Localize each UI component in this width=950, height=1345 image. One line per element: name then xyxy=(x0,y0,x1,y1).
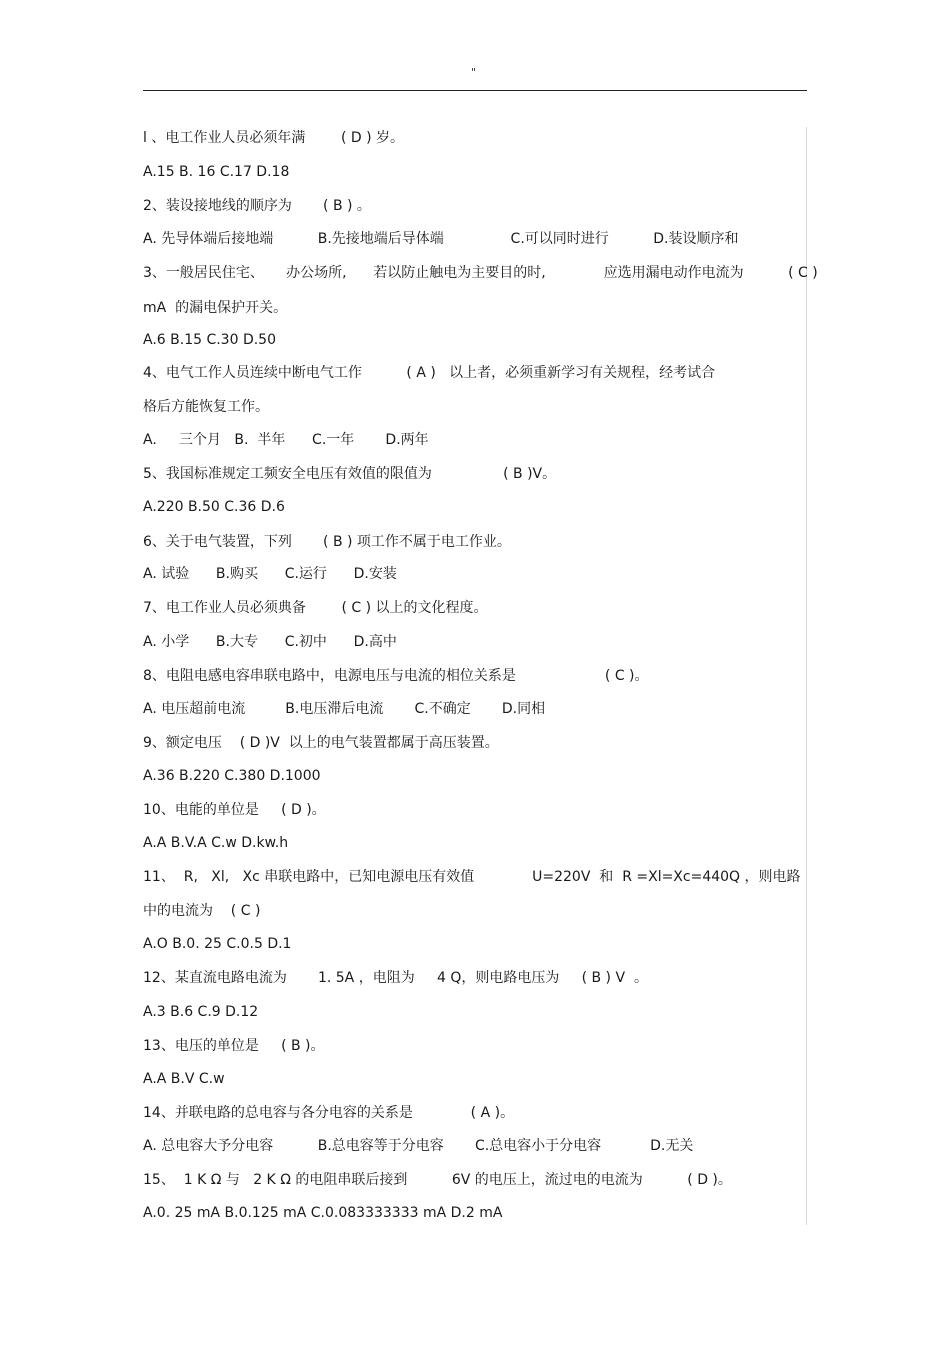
question-7-stem: 7、电工作业人员必须典备 ( C ) 以上的文化程度。 xyxy=(143,600,488,616)
question-2-stem: 2、装设接地线的顺序为 ( B ) 。 xyxy=(143,198,371,214)
question-7-options: A. 小学 B.大专 C.初中 D.高中 xyxy=(143,634,397,650)
question-4-stem-line-1: 4、电气工作人员连续中断电气工作 ( A ) 以上者，必须重新学习有关规程，经考试合 xyxy=(143,365,716,381)
question-10-stem: 10、电能的单位是 ( D )。 xyxy=(143,802,326,818)
question-14-stem: 14、并联电路的总电容与各分电容的关系是 ( A )。 xyxy=(143,1105,515,1121)
question-3-options: A.6 B.15 C.30 D.50 xyxy=(143,332,276,348)
question-14-options: A. 总电容大予分电容 B.总电容等于分电容 C.总电容小于分电容 D.无关 xyxy=(143,1138,694,1154)
question-6-stem: 6、关于电气装置，下列 ( B ) 项工作不属于电工作业。 xyxy=(143,534,511,550)
question-4-stem-line-2: 格后方能恢复工作。 xyxy=(143,399,269,415)
question-5-stem: 5、我国标准规定工频安全电压有效值的限值为 ( B )V。 xyxy=(143,466,557,482)
question-2-options: A. 先导体端后接地端 B.先接地端后导体端 C.可以同时进行 D.装设顺序和 xyxy=(143,231,739,247)
question-15-stem: 15、 1 K Ω 与 2 K Ω 的电阻串联后接到 6V 的电压上，流过电的电流为 ( D )。 xyxy=(143,1172,732,1188)
question-11-stem-line-1: 11、 R, Xl, Xc 串联电路中，已知电源电压有效值 U=220V 和 R =Xl=Xc=440Q ，则电路 xyxy=(143,869,801,885)
question-10-options: A.A B.V.A C.w D.kw.h xyxy=(143,835,289,851)
question-13-stem: 13、电压的单位是 ( B )。 xyxy=(143,1038,325,1054)
question-4-options: A. 三个月 B. 半年 C.一年 D.两年 xyxy=(143,432,429,448)
question-15-options: A.0. 25 mA B.0.125 mA C.0.083333333 mA D.2 mA xyxy=(143,1205,503,1221)
question-8-options: A. 电压超前电流 B.电压滞后电流 C.不确定 D.同相 xyxy=(143,701,546,717)
right-margin-rule xyxy=(806,127,807,1225)
question-8-stem: 8、电阻电感电容串联电路中，电源电压与电流的相位关系是 ( C )。 xyxy=(143,668,649,684)
question-5-options: A.220 B.50 C.36 D.6 xyxy=(143,499,285,515)
question-1-stem: l 、电工作业人员必须年满 ( D ) 岁。 xyxy=(143,130,404,146)
question-3-stem-line-2: mA 的漏电保护开关。 xyxy=(143,300,288,316)
question-12-options: A.3 B.6 C.9 D.12 xyxy=(143,1004,259,1020)
question-9-stem: 9、额定电压 ( D )V 以上的电气装置都属于高压装置。 xyxy=(143,735,499,751)
question-12-stem: 12、某直流电路电流为 1. 5A ，电阻为 4 Q，则电路电压为 ( B ) V 。 xyxy=(143,970,648,986)
question-6-options: A. 试验 B.购买 C.运行 D.安装 xyxy=(143,566,397,582)
question-11-options: A.O B.0. 25 C.0.5 D.1 xyxy=(143,936,292,952)
question-3-stem-line-1: 3、一般居民住宅、 办公场所, 若以防止触电为主要目的时, 应选用漏电动作电流为 ( C ) xyxy=(143,265,818,281)
question-13-options: A.A B.V C.w xyxy=(143,1071,225,1087)
question-11-stem-line-2: 中的电流为 ( C ) xyxy=(143,903,261,919)
question-1-options: A.15 B. 16 C.17 D.18 xyxy=(143,164,290,180)
header-rule xyxy=(143,90,807,91)
question-9-options: A.36 B.220 C.380 D.1000 xyxy=(143,768,321,784)
header-mark: " xyxy=(471,66,477,79)
